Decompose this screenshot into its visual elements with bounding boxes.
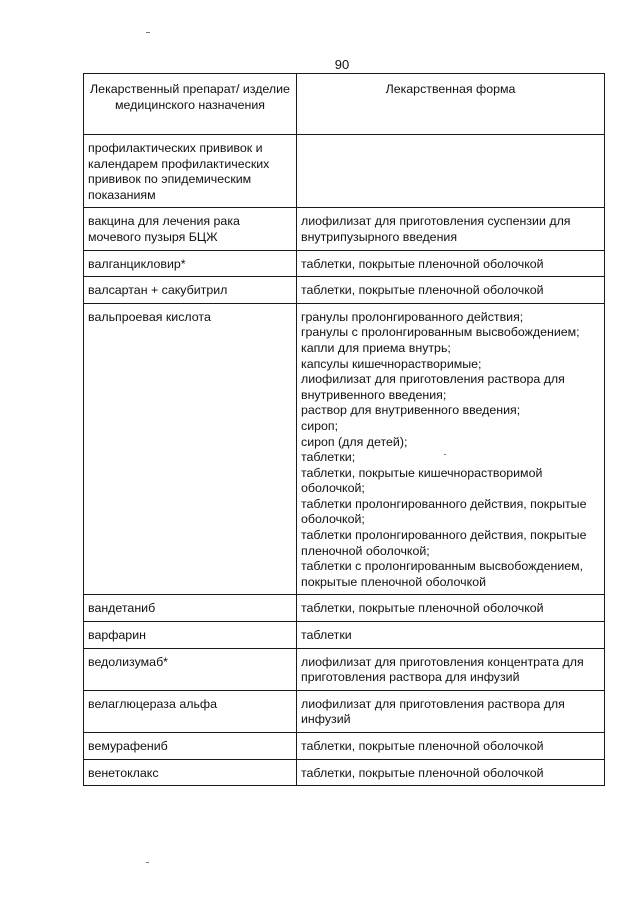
table-row xyxy=(84,622,605,649)
drug-name-cell: валсартан + сакубитрил xyxy=(84,277,297,304)
dosage-form-item: гранулы с пролонгированным высвобождением; xyxy=(301,325,580,340)
table-row xyxy=(84,250,605,277)
table-row xyxy=(84,303,605,595)
column-header-drug: Лекарственный препарат/ изделие медицинского назначения xyxy=(84,74,297,135)
dosage-form-item: лиофилизат для приготовления суспензии для внутрипузырного введения xyxy=(301,214,571,244)
drug-name-cell: профилактических прививок и календарем профилактических прививок по эпидемическим показаниям xyxy=(84,135,297,208)
dosage-form-item: сироп; xyxy=(301,418,339,433)
table-row xyxy=(84,135,605,208)
dosage-form-cell xyxy=(297,135,605,208)
table-row xyxy=(84,648,605,690)
dosage-form-item: таблетки, покрытые пленочной оболочкой xyxy=(301,283,544,298)
table-row xyxy=(84,277,605,304)
dosage-form-item: таблетки; xyxy=(301,450,356,465)
table-row xyxy=(84,690,605,732)
table-body xyxy=(84,135,605,786)
dosage-form-cell xyxy=(297,733,605,760)
dosage-form-cell xyxy=(297,277,605,304)
dosage-form-item: лиофилизат для приготовления раствора для внутривенного введения; xyxy=(301,372,565,402)
dosage-form-item: таблетки пролонгированного действия, покрытые пленочной оболочкой; xyxy=(301,528,587,558)
drug-name-cell: велаглюцераза альфа xyxy=(84,690,297,732)
scan-speck xyxy=(146,32,150,33)
dosage-form-item: капсулы кишечнорастворимые; xyxy=(301,356,482,371)
drug-table xyxy=(83,73,605,786)
dosage-form-item: таблетки, покрытые пленочной оболочкой xyxy=(301,601,544,616)
dosage-form-item: таблетки, покрытые пленочной оболочкой xyxy=(301,739,544,753)
drug-name-cell: варфарин xyxy=(84,622,297,649)
drug-name-cell: вакцина для лечения рака мочевого пузыря БЦЖ xyxy=(84,208,297,250)
dosage-form-item: лиофилизат для приготовления раствора для инфузий xyxy=(301,696,565,727)
dosage-form-item: раствор для внутривенного введения; xyxy=(301,403,521,418)
dosage-form-item: таблетки xyxy=(301,628,352,643)
drug-name-cell: вандетаниб xyxy=(84,595,297,622)
dosage-form-item: таблетки, покрытые пленочной оболочкой xyxy=(301,256,544,271)
header-row xyxy=(84,74,605,135)
drug-name-cell: валганцикловир* xyxy=(84,250,297,277)
dosage-form-item: сироп (для детей); xyxy=(301,434,408,449)
dosage-form-item: капли для приема внутрь; xyxy=(301,340,451,355)
drug-name-cell: вальпроевая кислота xyxy=(84,303,297,595)
table-row xyxy=(84,733,605,760)
dosage-form-item: лиофилизат для приготовления концентрата для приготовления раствора для инфузий xyxy=(301,654,584,685)
table-row xyxy=(84,208,605,250)
dosage-form-item: гранулы пролонгированного действия; xyxy=(301,309,524,324)
column-header-form: Лекарственная форма xyxy=(297,74,605,135)
dosage-form-cell xyxy=(297,690,605,732)
scan-speck xyxy=(146,862,149,863)
dosage-form-cell xyxy=(297,759,605,786)
dosage-form-cell xyxy=(297,250,605,277)
table-header xyxy=(84,74,605,135)
page-number: 90 xyxy=(334,57,350,72)
dosage-form-item: таблетки, покрытые кишечнорастворимой оболочкой; xyxy=(301,465,543,496)
dosage-form-item: таблетки, покрытые пленочной оболочкой xyxy=(301,765,544,780)
scan-speck xyxy=(444,454,446,455)
dosage-form-cell xyxy=(297,595,605,622)
drug-name-cell: венетоклакс xyxy=(84,759,297,786)
dosage-form-cell xyxy=(297,303,605,595)
table-row xyxy=(84,759,605,786)
dosage-form-item: таблетки пролонгированного действия, покрытые оболочкой; xyxy=(301,496,587,527)
dosage-form-cell xyxy=(297,208,605,250)
drug-name-cell: вемурафениб xyxy=(84,733,297,760)
table-row xyxy=(84,595,605,622)
dosage-form-cell xyxy=(297,648,605,690)
drug-name-cell: ведолизумаб* xyxy=(84,648,297,690)
dosage-form-item: таблетки с пролонгированным высвобождением, покрытые пленочной оболочкой xyxy=(301,559,584,589)
dosage-form-cell xyxy=(297,622,605,649)
